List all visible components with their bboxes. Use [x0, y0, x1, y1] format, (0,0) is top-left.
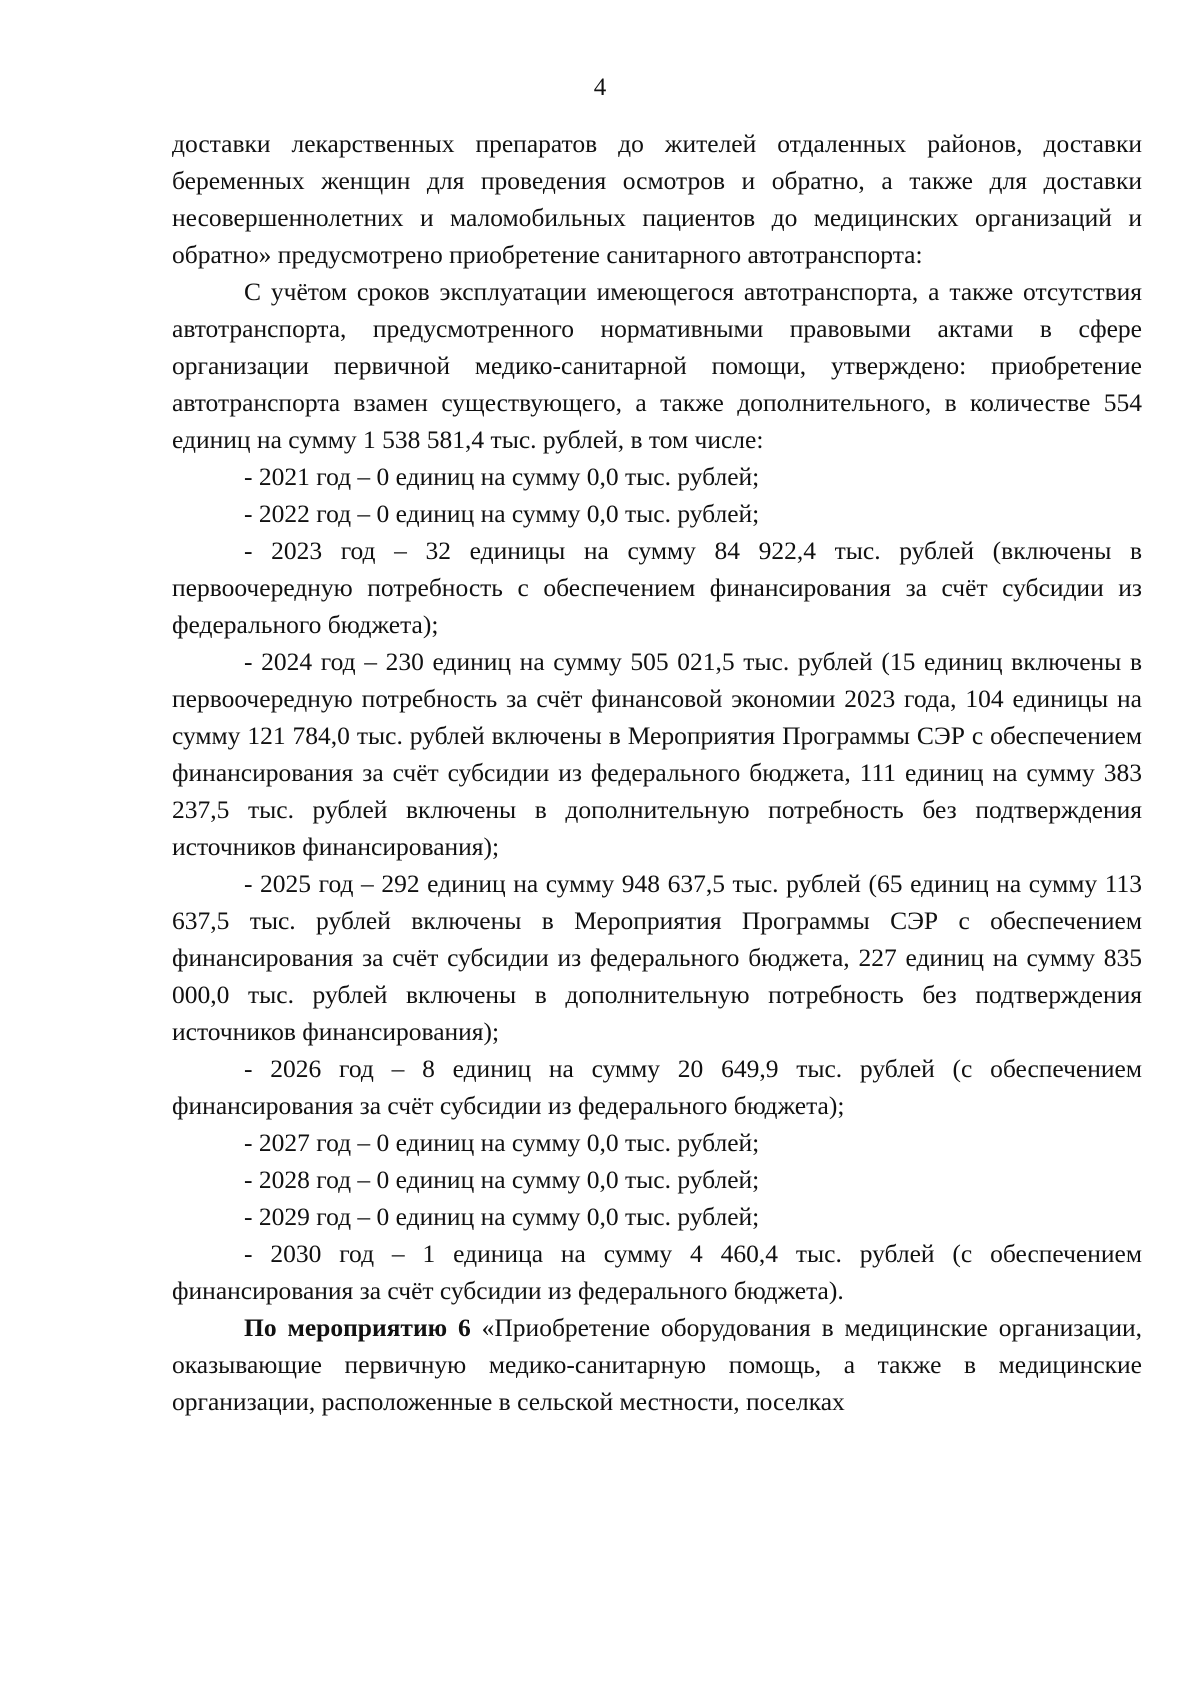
page-number: 4: [593, 74, 607, 101]
list-item-2024: - 2024 год – 230 единиц на сумму 505 021,5 тыс. рублей (15 единиц включены в первоочередную потребность за счёт финансовой экономии 2023 года, 104 единицы на сумму 121 784,0 тыс. рублей включены в Мероприятия Программы СЭР с обеспечением финансирования за счёт субсидии из федерального бюджета, 111 единиц на сумму 383 237,5 тыс. рублей включены в дополнительную потребность без подтверждения источников финансирования);: [172, 647, 1142, 861]
measure-6-text: «Приобретение оборудования в медицинские организации, оказывающие первичную медико-санитарную помощь, а также в медицинские организации, расположенные в сельской местности, поселках: [172, 1313, 1142, 1416]
list-item-2022: - 2022 год – 0 единиц на сумму 0,0 тыс. рублей;: [244, 499, 760, 528]
list-item-2021: - 2021 год – 0 единиц на сумму 0,0 тыс. рублей;: [244, 462, 760, 491]
list-item-2027: - 2027 год – 0 единиц на сумму 0,0 тыс. рублей;: [244, 1128, 760, 1157]
paragraph-continuation: доставки лекарственных препаратов до жителей отдаленных районов, доставки беременных женщин для проведения осмотров и обратно, а также для доставки несовершеннолетних и маломобильных пациентов до медицинских организаций и обратно» предусмотрено приобретение санитарного автотранспорта:: [172, 129, 1142, 269]
list-item-2028: - 2028 год – 0 единиц на сумму 0,0 тыс. рублей;: [244, 1165, 760, 1194]
list-item-2023: - 2023 год – 32 единицы на сумму 84 922,4 тыс. рублей (включены в первоочередную потребность с обеспечением финансирования за счёт субсидии из федерального бюджета);: [172, 536, 1142, 639]
paragraph-measure-6: [172, 1309, 1142, 1420]
document-body: [172, 125, 1142, 1420]
measure-6-heading: По мероприятию 6: [244, 1313, 471, 1342]
paragraph-transport-summary: С учётом сроков эксплуатации имеющегося автотранспорта, а также отсутствия автотранспорта, предусмотренного нормативными правовыми актами в сфере организации первичной медико-санитарной помощи, утверждено: приобретение автотранспорта взамен существующего, а также дополнительного, в количестве 554 единиц на сумму 1 538 581,4 тыс. рублей, в том числе:: [172, 277, 1142, 454]
list-item-2026: - 2026 год – 8 единиц на сумму 20 649,9 тыс. рублей (с обеспечением финансирования за счёт субсидии из федерального бюджета);: [172, 1054, 1142, 1120]
list-item-2030: - 2030 год – 1 единица на сумму 4 460,4 тыс. рублей (с обеспечением финансирования за счёт субсидии из федерального бюджета).: [172, 1239, 1142, 1305]
list-item-2029: - 2029 год – 0 единиц на сумму 0,0 тыс. рублей;: [244, 1202, 760, 1231]
list-item-2025: - 2025 год – 292 единиц на сумму 948 637,5 тыс. рублей (65 единиц на сумму 113 637,5 тыс. рублей включены в Мероприятия Программы СЭР с обеспечением финансирования за счёт субсидии из федерального бюджета, 227 единиц на сумму 835 000,0 тыс. рублей включены в дополнительную потребность без подтверждения источников финансирования);: [172, 869, 1142, 1046]
